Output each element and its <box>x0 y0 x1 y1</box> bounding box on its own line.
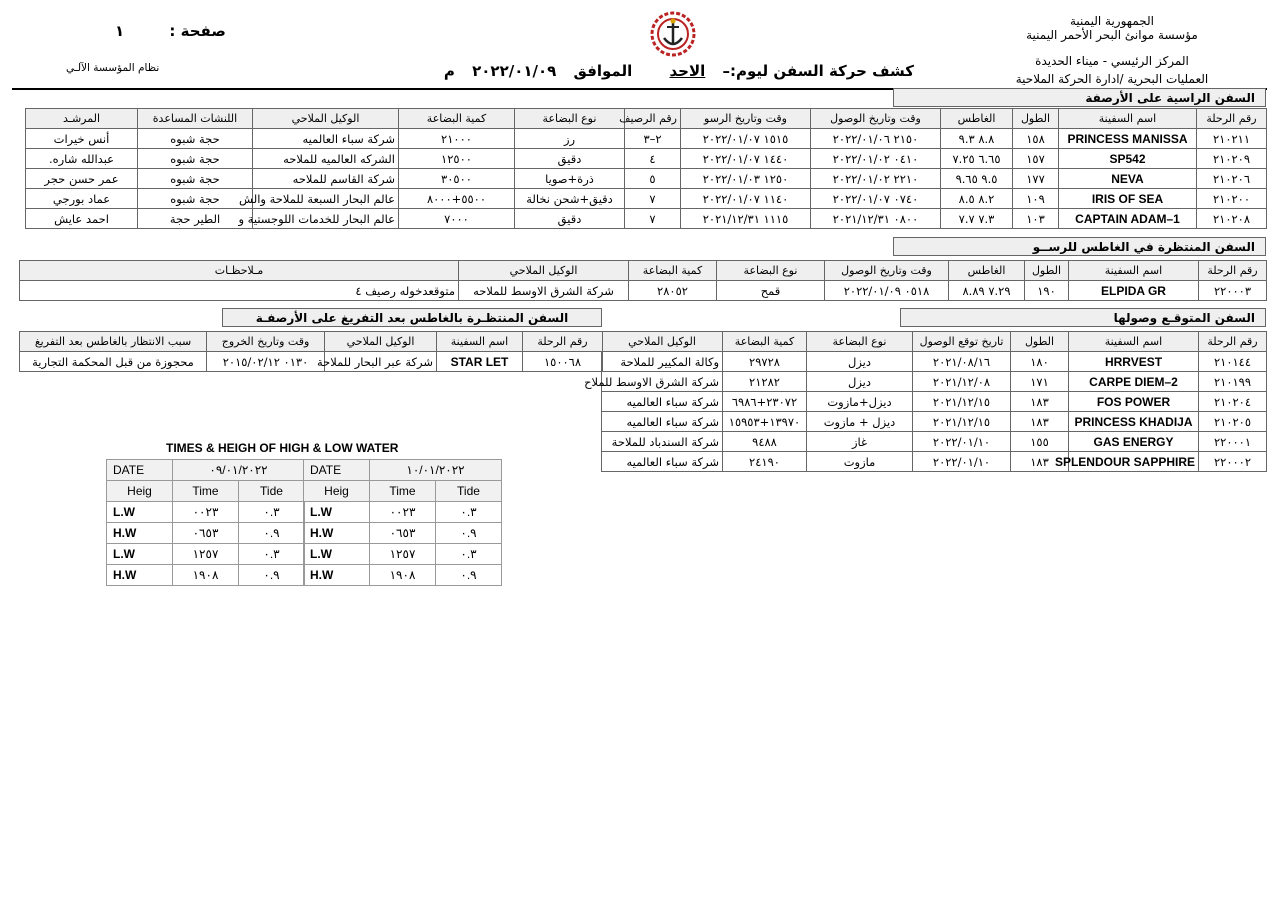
tide-date-label: DATE <box>304 460 370 481</box>
table-row <box>602 452 1267 472</box>
waiting-col-header: نوع البضاعة <box>717 261 825 281</box>
anchored-col-header: اللنشات المساعدة <box>138 109 253 129</box>
center-name: المركز الرئيسي - ميناء الحديدة <box>1035 54 1189 68</box>
anchored-col-header: الطول <box>1013 109 1059 129</box>
tide-cell: L.W <box>107 544 173 565</box>
waiting-col-header: اسم السفينة <box>1069 261 1199 281</box>
expected-col-header: الطول <box>1011 332 1069 352</box>
anchored-col-header: المرشـد <box>26 109 138 129</box>
anchored-cell: ٧ <box>625 209 681 229</box>
waiting-col-header: كمية البضاعة <box>629 261 717 281</box>
page-title <box>443 62 920 80</box>
expected-cell: ديزل <box>807 372 913 392</box>
tide-col-header: Time <box>370 481 436 502</box>
anchored-cell: ٨.٢ ٨.٥ <box>941 189 1013 209</box>
tide-cell: ١٢٥٧ <box>173 544 239 565</box>
expected-cell: ١٨٣ <box>1011 412 1069 432</box>
tide-col-header: Heig <box>304 481 370 502</box>
expected-cell: GAS ENERGY <box>1069 432 1199 452</box>
anchored-cell: رز <box>515 129 625 149</box>
expected-cell: ١٨٣ <box>1011 452 1069 472</box>
table-row <box>20 352 603 372</box>
anchored-cell: دقيق+شحن نخالة <box>515 189 625 209</box>
tide-cell: H.W <box>304 523 370 544</box>
anchored-cell: ٦.٦٥ ٧.٢٥ <box>941 149 1013 169</box>
anchored-cell: ٨.٨ ٩.٣ <box>941 129 1013 149</box>
expected-col-header: كمية البضاعة <box>723 332 807 352</box>
anchored-cell: ٢–٣ <box>625 129 681 149</box>
tide-cell: H.W <box>107 523 173 544</box>
tide-cell: ٠٦٥٣ <box>173 523 239 544</box>
tide-cell: H.W <box>304 565 370 586</box>
expected-cell: مازوت <box>807 452 913 472</box>
table-row <box>602 352 1267 372</box>
title-agree: الموافق <box>573 62 633 80</box>
expected-cell: ٢٠٢١/١٢/١٥ <box>913 412 1011 432</box>
page-number: صفحة : ١ <box>115 22 226 40</box>
expected-cell: HRRVEST <box>1069 352 1199 372</box>
tide-col-header: Time <box>173 481 239 502</box>
anchored-cell: ١٥٨ <box>1013 129 1059 149</box>
page-number-value: ١ <box>115 22 125 40</box>
section-anchored: السفن الراسية على الأرصفة <box>893 88 1266 107</box>
expected-cell: ١٨٣ <box>1011 392 1069 412</box>
expected-cell: ١٧١ <box>1011 372 1069 392</box>
expected-cell: ٢٣٠٧٢+٦٩٨٦ <box>723 392 807 412</box>
waiting-cell: ١٩٠ <box>1025 281 1069 301</box>
anchored-cell: ٤ <box>625 149 681 169</box>
table-row <box>602 392 1267 412</box>
tide-col-header-row <box>304 481 502 502</box>
anchored-col-header: اسم السفينة <box>1059 109 1197 129</box>
expected-cell: ديزل <box>807 352 913 372</box>
expected-cell: شركة سباء العالميه <box>602 412 723 432</box>
tide-cell: H.W <box>107 565 173 586</box>
expected-cell: ١٥٥ <box>1011 432 1069 452</box>
discharge-col-header: الوكيل الملاحي <box>325 332 437 352</box>
tide-date-value: ٠٩/٠١/٢٠٢٢ <box>173 460 305 481</box>
anchored-col-header: الوكيل الملاحي <box>253 109 399 129</box>
discharge-col-header: وقت وتاريخ الخروج <box>207 332 325 352</box>
tide-date-label: DATE <box>107 460 173 481</box>
expected-cell: ٢٢٠٠٠١ <box>1199 432 1267 452</box>
tide-row <box>304 544 502 565</box>
anchored-cell: ٠٨٠٠ ٢٠٢١/١٢/٣١ <box>811 209 941 229</box>
org-name: مؤسسة موانئ البحر الأحمر اليمنية <box>1026 28 1198 42</box>
anchored-cell: ذرة+صويا <box>515 169 625 189</box>
tide-row <box>304 502 502 523</box>
anchored-cell: ١٠٩ <box>1013 189 1059 209</box>
anchored-cell: حجة شبوه <box>138 149 253 169</box>
tide-table-day2 <box>303 459 502 586</box>
anchored-cell: عمر حسن حجر <box>26 169 138 189</box>
anchored-cell: ٣٠٥٠٠ <box>399 169 515 189</box>
tide-row <box>107 544 305 565</box>
tide-row <box>304 565 502 586</box>
anchored-cell: دقيق <box>515 149 625 169</box>
anchored-cell: ١٢٥٠٠ <box>399 149 515 169</box>
section-waiting: السفن المنتظرة في الغاطس للرســو <box>893 237 1266 256</box>
table-row <box>20 281 1267 301</box>
expected-ships-table <box>584 331 1267 472</box>
discharge-cell: محجوزة من قبل المحكمة التجارية <box>20 352 207 372</box>
tide-cell: ١٩٠٨ <box>370 565 436 586</box>
tide-cell: ٠٠٢٣ <box>173 502 239 523</box>
anchored-cell: حجة شبوه <box>138 189 253 209</box>
expected-cell: ديزل + مازوت <box>807 412 913 432</box>
discharge-col-header: سبب الانتظار بالغاطس بعد التفريغ <box>20 332 207 352</box>
tide-cell: ١٩٠٨ <box>173 565 239 586</box>
system-label: نظام المؤسسة الآلـي <box>66 62 160 74</box>
table-row <box>26 189 1267 209</box>
anchored-col-header: وقت وتاريخ الرسو <box>681 109 811 129</box>
expected-cell: ١٨٠ <box>1011 352 1069 372</box>
expected-col-header: نوع البضاعة <box>807 332 913 352</box>
anchored-cell: الطير حجة <box>138 209 253 229</box>
anchored-cell: حجة شبوه <box>138 129 253 149</box>
waiting-cell: ٢٨٠٥٢ <box>629 281 717 301</box>
waiting-col-header: الغاطس <box>949 261 1025 281</box>
anchored-cell: ٢٢١٠ ٢٠٢٢/٠١/٠٢ <box>811 169 941 189</box>
title-suffix: م <box>443 62 455 80</box>
tide-cell: ٠.٩ <box>239 523 305 544</box>
tide-cell: ٠٠٢٣ <box>370 502 436 523</box>
anchored-cell: ١٠٣ <box>1013 209 1059 229</box>
anchored-cell: شركة القاسم للملاحه <box>253 169 399 189</box>
expected-cell: شركة السندباد للملاحة <box>602 432 723 452</box>
anchored-cell: ١٢٥٠ ٢٠٢٢/٠١/٠٣ <box>681 169 811 189</box>
tide-row <box>107 523 305 544</box>
anchored-cell: عالم البحار للخدمات اللوجستية و <box>253 209 399 229</box>
anchored-cell: ٢١٥٠ ٢٠٢٢/٠١/٠٦ <box>811 129 941 149</box>
waiting-col-header: الطول <box>1025 261 1069 281</box>
waiting-cell: ٢٢٠٠٠٣ <box>1199 281 1267 301</box>
title-day: الاحد <box>669 62 706 80</box>
expected-cell: ٢٠٢١/٠٨/١٦ <box>913 352 1011 372</box>
section-discharge: السفن المنتظـرة بالغاطس بعد التفريغ على الأرصفـة <box>222 308 602 327</box>
table-row <box>602 372 1267 392</box>
title-date: ٢٠٢٢/٠١/٠٩ <box>472 62 557 80</box>
waiting-col-header: مـلاحظـات <box>20 261 459 281</box>
tide-row <box>107 502 305 523</box>
waiting-cell: قمح <box>717 281 825 301</box>
anchored-cell: ٥٥٠٠+٨٠٠٠ <box>399 189 515 209</box>
expected-cell: شركة الشرق الاوسط للملاح <box>602 372 723 392</box>
anchored-col-header: نوع البضاعة <box>515 109 625 129</box>
title-main: كشف حركة السفن ليوم:– <box>722 62 914 80</box>
anchored-cell: SP542 <box>1059 149 1197 169</box>
expected-cell: ٩٤٨٨ <box>723 432 807 452</box>
expected-cell: غاز <box>807 432 913 452</box>
tide-cell: ٠.٩ <box>436 523 502 544</box>
anchored-col-header: كمية البضاعة <box>399 109 515 129</box>
anchored-cell: ١٥٧ <box>1013 149 1059 169</box>
waiting-cell: ٧.٢٩ ٨.٨٩ <box>949 281 1025 301</box>
anchored-cell: ٥ <box>625 169 681 189</box>
expected-cell: CARPE DIEM–2 <box>1069 372 1199 392</box>
expected-cell: FOS POWER <box>1069 392 1199 412</box>
tide-title: TIMES & HEIGH OF HIGH & LOW WATER <box>166 441 399 455</box>
discharge-col-header: رقم الرحلة <box>523 332 603 352</box>
anchored-col-header: رقم الرحلة <box>1197 109 1267 129</box>
tide-col-header: Tide <box>436 481 502 502</box>
gov-name: الجمهورية اليمنية <box>1069 14 1154 28</box>
anchored-cell: عماد بورجي <box>26 189 138 209</box>
anchored-cell: ٢١٠٢٠٩ <box>1197 149 1267 169</box>
section-expected: السفن المتوقـع وصولها <box>900 308 1266 327</box>
anchored-cell: NEVA <box>1059 169 1197 189</box>
waiting-cell: ELPIDA GR <box>1069 281 1199 301</box>
waiting-col-header: وقت وتاريخ الوصول <box>825 261 949 281</box>
tide-date-row <box>304 460 502 481</box>
anchored-cell: ١١١٥ ٢٠٢١/١٢/٣١ <box>681 209 811 229</box>
expected-cell: شركة سباء العالميه <box>602 452 723 472</box>
expected-cell: ٢١٠٢٠٥ <box>1199 412 1267 432</box>
anchored-cell: ٧٠٠٠ <box>399 209 515 229</box>
expected-cell: ٢٩٧٢٨ <box>723 352 807 372</box>
expected-cell: ٢١٢٨٢ <box>723 372 807 392</box>
anchored-ships-table <box>25 108 1267 229</box>
tide-date-row <box>107 460 305 481</box>
tide-row <box>107 565 305 586</box>
expected-col-header: رقم الرحلة <box>1199 332 1267 352</box>
discharge-cell: ٠١٣٠ ٢٠١٥/٠٢/١٢ <box>207 352 325 372</box>
expected-cell: ٢١٠١٤٤ <box>1199 352 1267 372</box>
anchored-col-header: الغاطس <box>941 109 1013 129</box>
tide-cell: ٠.٩ <box>239 565 305 586</box>
tide-table-day1 <box>106 459 305 586</box>
discharge-col-header: اسم السفينة <box>437 332 523 352</box>
anchored-cell: حجة شبوه <box>138 169 253 189</box>
tide-cell: L.W <box>304 502 370 523</box>
anchored-cell: ١٤٤٠ ٢٠٢٢/٠١/٠٧ <box>681 149 811 169</box>
tide-cell: ٠.٣ <box>239 502 305 523</box>
org-header <box>992 14 1232 86</box>
tide-col-header: Tide <box>239 481 305 502</box>
tide-cell: ١٢٥٧ <box>370 544 436 565</box>
anchored-col-header: وقت وتاريخ الوصول <box>811 109 941 129</box>
expected-cell: ٢٠٢٢/٠١/١٠ <box>913 452 1011 472</box>
waiting-col-header: رقم الرحلة <box>1199 261 1267 281</box>
tide-cell: L.W <box>304 544 370 565</box>
table-row <box>602 432 1267 452</box>
discharge-ships-table <box>19 331 603 372</box>
anchored-cell: ٠٤١٠ ٢٠٢٢/٠١/٠٢ <box>811 149 941 169</box>
anchored-cell: عالم البحار السبعة للملاحة والش <box>253 189 399 209</box>
tide-cell: ٠.٣ <box>436 502 502 523</box>
waiting-cell: ٠٥١٨ ٢٠٢٢/٠١/٠٩ <box>825 281 949 301</box>
tide-col-header: Heig <box>107 481 173 502</box>
anchored-cell: ٢١٠٢٠٨ <box>1197 209 1267 229</box>
anchored-cell: ٢١٠٠٠ <box>399 129 515 149</box>
table-row <box>26 129 1267 149</box>
discharge-cell: شركة عبر البحار للملاحة <box>325 352 437 372</box>
anchored-col-header: رقم الرصيف <box>625 109 681 129</box>
anchored-cell: ٢١٠٢٠٦ <box>1197 169 1267 189</box>
expected-cell: ٢٠٢١/١٢/٠٨ <box>913 372 1011 392</box>
expected-col-header: تاريخ توقع الوصول <box>913 332 1011 352</box>
anchored-cell: ١٧٧ <box>1013 169 1059 189</box>
expected-cell: شركة سباء العالميه <box>602 392 723 412</box>
anchored-cell: احمد عايش <box>26 209 138 229</box>
anchored-cell: CAPTAIN ADAM–1 <box>1059 209 1197 229</box>
port-logo-icon <box>649 10 697 58</box>
anchored-cell: أنس خيرات <box>26 129 138 149</box>
expected-cell: SPLENDOUR SAPPHIRE <box>1069 452 1199 472</box>
discharge-cell: STAR LET <box>437 352 523 372</box>
anchored-cell: ٠٧٤٠ ٢٠٢٢/٠١/٠٧ <box>811 189 941 209</box>
waiting-cell: شركة الشرق الاوسط للملاحه <box>459 281 629 301</box>
expected-cell: ٢٠٢٢/٠١/١٠ <box>913 432 1011 452</box>
tide-cell: ٠٦٥٣ <box>370 523 436 544</box>
expected-col-header: الوكيل الملاحي <box>602 332 723 352</box>
expected-cell: ١٣٩٧٠+١٥٩٥٣ <box>723 412 807 432</box>
expected-cell: PRINCESS KHADIJA <box>1069 412 1199 432</box>
expected-cell: ٢١٠١٩٩ <box>1199 372 1267 392</box>
waiting-ships-table <box>19 260 1267 301</box>
tide-cell: L.W <box>107 502 173 523</box>
table-row <box>602 412 1267 432</box>
expected-col-header: اسم السفينة <box>1069 332 1199 352</box>
tide-col-header-row <box>107 481 305 502</box>
anchored-cell: ٢١٠٢٠٠ <box>1197 189 1267 209</box>
anchored-cell: دقيق <box>515 209 625 229</box>
expected-cell: ديزل+مازوت <box>807 392 913 412</box>
discharge-cell: ١٥٠٠٦٨ <box>523 352 603 372</box>
anchored-cell: ٩.٥ ٩.٦٥ <box>941 169 1013 189</box>
expected-cell: ٢٠٢١/١٢/١٥ <box>913 392 1011 412</box>
expected-cell: وكالة المكيير للملاحة <box>602 352 723 372</box>
tide-cell: ٠.٣ <box>436 544 502 565</box>
anchored-cell: IRIS OF SEA <box>1059 189 1197 209</box>
anchored-cell: الشركه العالميه للملاحه <box>253 149 399 169</box>
table-row <box>26 169 1267 189</box>
expected-cell: ٢٢٠٠٠٢ <box>1199 452 1267 472</box>
waiting-col-header: الوكيل الملاحي <box>459 261 629 281</box>
expected-cell: ٢٤١٩٠ <box>723 452 807 472</box>
tide-cell: ٠.٩ <box>436 565 502 586</box>
anchored-cell: ٧.٣ ٧.٧ <box>941 209 1013 229</box>
anchored-cell: PRINCESS MANISSA <box>1059 129 1197 149</box>
anchored-cell: ٧ <box>625 189 681 209</box>
anchored-cell: ١٥١٥ ٢٠٢٢/٠١/٠٧ <box>681 129 811 149</box>
waiting-cell: متوقعدخوله رصيف ٤ <box>20 281 459 301</box>
table-row <box>26 209 1267 229</box>
tide-row <box>304 523 502 544</box>
anchored-cell: ٢١٠٢١١ <box>1197 129 1267 149</box>
anchored-cell: عبدالله شاره. <box>26 149 138 169</box>
anchored-cell: ١١٤٠ ٢٠٢٢/٠١/٠٧ <box>681 189 811 209</box>
tide-date-value: ١٠/٠١/٢٠٢٢ <box>370 460 502 481</box>
table-row <box>26 149 1267 169</box>
tide-cell: ٠.٣ <box>239 544 305 565</box>
anchored-cell: شركة سباء العالميه <box>253 129 399 149</box>
dept-name: العمليات البحرية /ادارة الحركة الملاحية <box>1015 72 1209 86</box>
expected-cell: ٢١٠٢٠٤ <box>1199 392 1267 412</box>
